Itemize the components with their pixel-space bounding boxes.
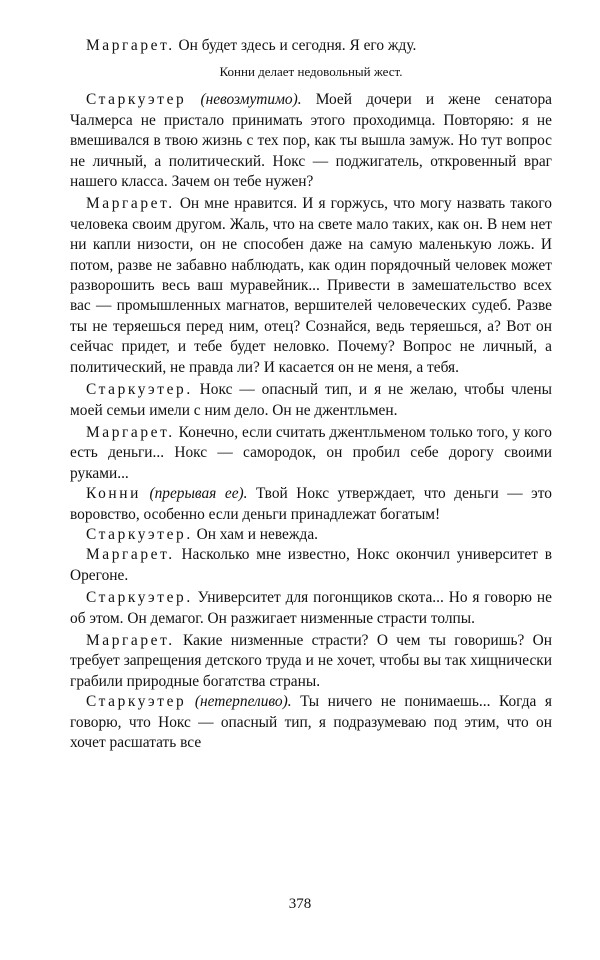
speaker-name: Конни <box>86 485 141 503</box>
stage-remark: (прерывая ее). <box>140 485 248 503</box>
speaker-name: Маргарет. <box>86 37 175 54</box>
page-number: 378 <box>288 896 312 912</box>
dialogue-paragraph <box>70 380 552 421</box>
speaker-name: Старкуэтер <box>86 693 187 711</box>
dialogue-text: Твой Нокс утверждает, что деньги — это воровство, особенно если деньги принадлежат богатым! <box>70 485 552 523</box>
dialogue-text: Насколько мне известно, Нокс окончил университет в Орегоне. <box>70 546 552 584</box>
dialogue-paragraph <box>70 525 552 545</box>
dialogue-paragraph <box>70 36 552 56</box>
speaker-name: Старкуэтер. <box>86 589 193 607</box>
speaker-name: Маргарет. <box>86 631 175 649</box>
dialogue-paragraph <box>70 588 552 629</box>
book-page <box>70 36 552 753</box>
dialogue-text: Ты ничего не понимаешь... Когда я говорю, что Нокс — опасный тип, я подразумеваю под этим, что он хочет расшатать все <box>70 693 552 751</box>
dialogue-paragraph <box>70 484 552 525</box>
dialogue-text: Нокс — опасный тип, и я не желаю, чтобы члены моей семьи имели с ним дело. Он не джентльмен. <box>70 381 552 419</box>
dialogue-text: Он мне нравится. И я горжусь, что могу назвать такого человека своим другом. Жаль, что на свете мало таких, как он. В нем нет ни капли низости, он не способен даже на самую маленькую ложь. И потом, разве не забавно наблюдать, как один порядочный человек может разворошить весь ваш муравейник... Привести в замешательство всех вас — промышленных магнатов, вершителей человеческих судеб. Разве ты не теряешься перед ним, отец? Сознайся, ведь теряешься, а? Вот он сейчас придет, и тебе будет неловко. Почему? Вопрос не личный, а политический, не правда ли? И касается он не меня, а тебя. <box>70 195 552 376</box>
speaker-name: Маргарет. <box>86 423 175 441</box>
speaker-name: Маргарет. <box>86 195 175 213</box>
dialogue-text: Он будет здесь и сегодня. Я его жду. <box>174 37 417 54</box>
dialogue-text: Университет для погонщиков скота... Но я говорю не об этом. Он демагог. Он разжигает низменные страсти толпы. <box>70 589 552 627</box>
speaker-name: Старкуэтер. <box>86 525 193 543</box>
dialogue-text: Моей дочери и жене сенатора Чалмерса не пристало принимать этого проходимца. Повторяю: я не вмешивался в твою жизнь с тех пор, как ты вышла замуж. Но тут вопрос не личный, а политический. Нокс — поджигатель, откровенный враг нашего класса. Зачем он тебе нужен? <box>70 91 553 191</box>
stage-remark: (невозмутимо). <box>186 91 302 109</box>
dialogue-paragraph <box>70 545 552 586</box>
dialogue-paragraph <box>70 194 552 378</box>
dialogue-text: Он хам и невежда. <box>192 525 319 543</box>
dialogue-paragraph <box>70 631 552 692</box>
dialogue-text: Какие низменные страсти? О чем ты говоришь? Он требует запрещения детского труда и не хочет, чтобы вы так хищнически грабили природные богатства страны. <box>70 631 552 690</box>
dialogue-paragraph <box>70 692 552 753</box>
dialogue-paragraph <box>70 90 552 192</box>
speaker-name: Маргарет. <box>86 546 175 564</box>
stage-remark: (нетерпеливо). <box>186 693 292 711</box>
dialogue-text: Конечно, если считать джентльменом только того, у кого есть деньги... Нокс — самородок, он пробил себе дорогу своими руками... <box>70 423 552 482</box>
stage-direction: Конни делает недовольный жест. <box>219 64 403 80</box>
speaker-name: Старкуэтер. <box>86 381 193 399</box>
dialogue-paragraph <box>70 423 552 484</box>
speaker-name: Старкуэтер <box>86 91 187 109</box>
